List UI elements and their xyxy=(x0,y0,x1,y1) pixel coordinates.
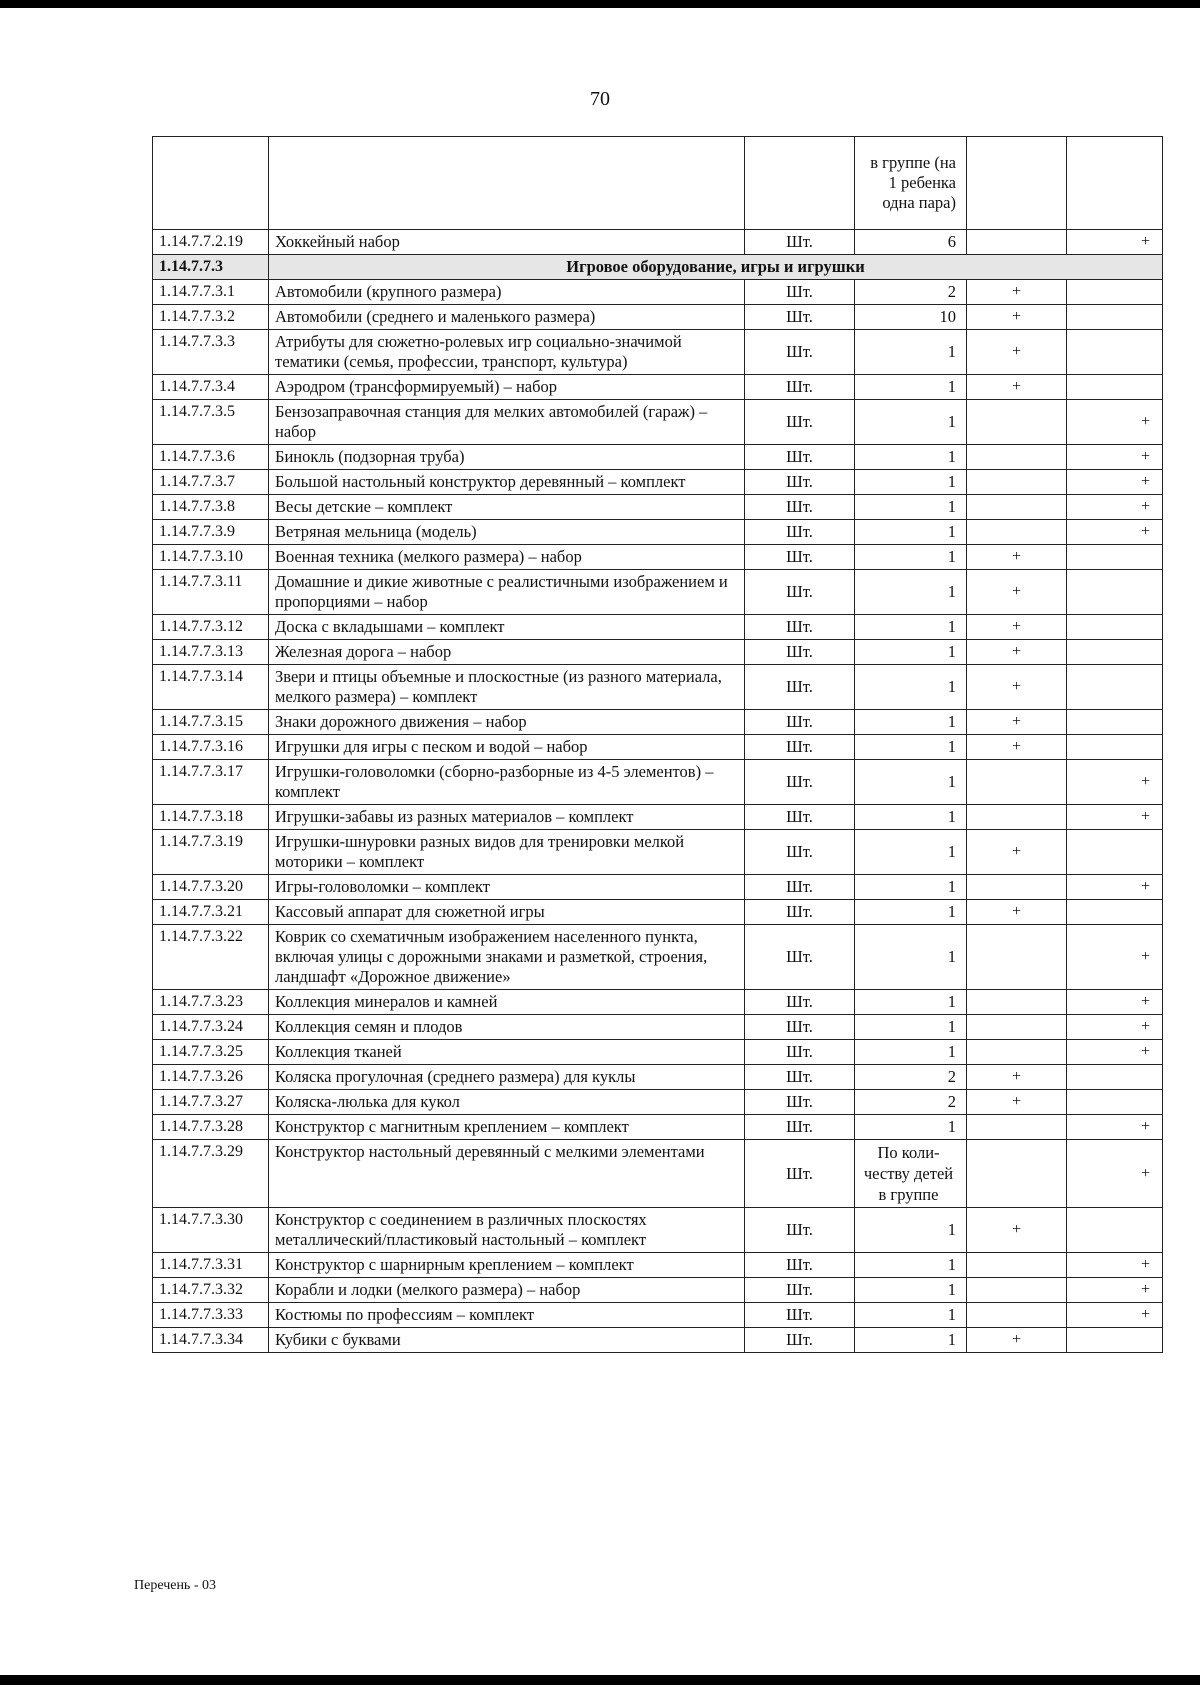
item-code: 1.14.7.7.3.18 xyxy=(153,805,269,830)
mark-col-2: + xyxy=(1067,520,1163,545)
mark-col-2 xyxy=(1067,615,1163,640)
item-name: Игрушки-забавы из разных материалов – комплект xyxy=(269,805,745,830)
mark-col-2 xyxy=(1067,830,1163,875)
item-name: Коврик со схематичным изображением населенного пункта, включая улицы с дорожными знаками и разметкой, строения, ландшафт «Дорожное движение» xyxy=(269,925,745,990)
item-unit: Шт. xyxy=(745,710,855,735)
item-unit: Шт. xyxy=(745,495,855,520)
mark-col-2: + xyxy=(1067,1278,1163,1303)
item-code: 1.14.7.7.3.23 xyxy=(153,990,269,1015)
mark-col-2 xyxy=(1067,570,1163,615)
mark-col-1 xyxy=(967,1303,1067,1328)
item-code: 1.14.7.7.3.2 xyxy=(153,305,269,330)
item-code: 1.14.7.7.3.31 xyxy=(153,1253,269,1278)
item-code: 1.14.7.7.3.30 xyxy=(153,1208,269,1253)
item-code: 1.14.7.7.3.4 xyxy=(153,375,269,400)
table-row xyxy=(153,760,1163,805)
item-code: 1.14.7.7.3.8 xyxy=(153,495,269,520)
item-unit: Шт. xyxy=(745,1090,855,1115)
item-name: Конструктор настольный деревянный с мелкими элементами xyxy=(269,1140,745,1208)
item-qty: 1 xyxy=(855,615,967,640)
item-unit: Шт. xyxy=(745,1015,855,1040)
item-code: 1.14.7.7.3.17 xyxy=(153,760,269,805)
item-code: 1.14.7.7.3.3 xyxy=(153,330,269,375)
mark-col-2 xyxy=(1067,1090,1163,1115)
scan-bottom-border xyxy=(0,1675,1200,1685)
item-qty: 1 xyxy=(855,545,967,570)
mark-col-2 xyxy=(1067,1065,1163,1090)
table-row xyxy=(153,570,1163,615)
mark-col-1: + xyxy=(967,900,1067,925)
section-code: 1.14.7.7.3 xyxy=(153,255,269,280)
item-unit: Шт. xyxy=(745,230,855,255)
footer-label: Перечень - 03 xyxy=(134,1578,216,1593)
table-row xyxy=(153,990,1163,1015)
item-code: 1.14.7.7.3.21 xyxy=(153,900,269,925)
mark-col-2: + xyxy=(1067,1253,1163,1278)
qty-note: в группе (на 1 ребенка одна пара) xyxy=(855,137,967,230)
item-qty: 1 xyxy=(855,470,967,495)
table-row xyxy=(153,520,1163,545)
mark-col-1: + xyxy=(967,570,1067,615)
item-code: 1.14.7.7.3.33 xyxy=(153,1303,269,1328)
item-qty: 1 xyxy=(855,735,967,760)
mark-col-1: + xyxy=(967,545,1067,570)
item-unit: Шт. xyxy=(745,830,855,875)
item-qty: По коли-честву детей в группе xyxy=(855,1140,967,1208)
item-name: Игрушки для игры с песком и водой – набор xyxy=(269,735,745,760)
mark-col-2: + xyxy=(1067,1040,1163,1065)
item-unit: Шт. xyxy=(745,1040,855,1065)
item-qty: 1 xyxy=(855,1015,967,1040)
item-name: Конструктор с шарнирным креплением – комплект xyxy=(269,1253,745,1278)
mark-col-2 xyxy=(1067,640,1163,665)
mark-col-1: + xyxy=(967,280,1067,305)
table-row xyxy=(153,925,1163,990)
mark-col-1 xyxy=(967,760,1067,805)
item-unit: Шт. xyxy=(745,1328,855,1353)
mark-col-2 xyxy=(1067,1328,1163,1353)
mark-col-1 xyxy=(967,445,1067,470)
mark-col-1: + xyxy=(967,1208,1067,1253)
item-unit: Шт. xyxy=(745,545,855,570)
item-code: 1.14.7.7.2.19 xyxy=(153,230,269,255)
item-unit: Шт. xyxy=(745,470,855,495)
item-name: Игрушки-головоломки (сборно-разборные из 4-5 элементов) – комплект xyxy=(269,760,745,805)
page-number: 70 xyxy=(590,88,610,110)
table-row xyxy=(153,875,1163,900)
mark-col-1 xyxy=(967,1115,1067,1140)
item-code: 1.14.7.7.3.12 xyxy=(153,615,269,640)
item-qty: 1 xyxy=(855,805,967,830)
item-code: 1.14.7.7.3.9 xyxy=(153,520,269,545)
item-unit: Шт. xyxy=(745,1253,855,1278)
item-unit: Шт. xyxy=(745,875,855,900)
item-name: Аэродром (трансформируемый) – набор xyxy=(269,375,745,400)
item-qty: 1 xyxy=(855,1040,967,1065)
item-code: 1.14.7.7.3.15 xyxy=(153,710,269,735)
item-name: Бензозаправочная станция для мелких автомобилей (гараж) – набор xyxy=(269,400,745,445)
mark-col-2: + xyxy=(1067,1015,1163,1040)
item-name: Автомобили (среднего и маленького размера) xyxy=(269,305,745,330)
item-code: 1.14.7.7.3.27 xyxy=(153,1090,269,1115)
mark-col-2 xyxy=(1067,710,1163,735)
mark-col-1: + xyxy=(967,375,1067,400)
mark-col-2 xyxy=(1067,280,1163,305)
item-name: Домашние и дикие животные с реалистичными изображением и пропорциями – набор xyxy=(269,570,745,615)
item-name: Большой настольный конструктор деревянный – комплект xyxy=(269,470,745,495)
item-qty: 1 xyxy=(855,1208,967,1253)
mark-col-2 xyxy=(1067,330,1163,375)
item-code: 1.14.7.7.3.14 xyxy=(153,665,269,710)
table-row xyxy=(153,735,1163,760)
table-row xyxy=(153,400,1163,445)
mark-col-2 xyxy=(1067,665,1163,710)
item-qty: 1 xyxy=(855,830,967,875)
mark-col-1 xyxy=(967,495,1067,520)
table-row xyxy=(153,545,1163,570)
mark-col-1: + xyxy=(967,665,1067,710)
mark-col-1 xyxy=(967,1253,1067,1278)
mark-col-2: + xyxy=(1067,400,1163,445)
item-qty: 1 xyxy=(855,1278,967,1303)
item-name: Коллекция тканей xyxy=(269,1040,745,1065)
item-qty: 1 xyxy=(855,1253,967,1278)
mark-col-1 xyxy=(967,1278,1067,1303)
item-unit: Шт. xyxy=(745,375,855,400)
table-row xyxy=(153,900,1163,925)
table-row xyxy=(153,330,1163,375)
item-code: 1.14.7.7.3.24 xyxy=(153,1015,269,1040)
item-name: Костюмы по профессиям – комплект xyxy=(269,1303,745,1328)
table-row xyxy=(153,375,1163,400)
item-qty: 1 xyxy=(855,640,967,665)
item-unit: Шт. xyxy=(745,615,855,640)
item-unit: Шт. xyxy=(745,1065,855,1090)
table-row xyxy=(153,615,1163,640)
table-row xyxy=(153,445,1163,470)
mark-col-1: + xyxy=(967,735,1067,760)
mark-col-1: + xyxy=(967,1065,1067,1090)
item-qty: 1 xyxy=(855,665,967,710)
item-unit: Шт. xyxy=(745,735,855,760)
mark-col-2 xyxy=(1067,305,1163,330)
item-unit: Шт. xyxy=(745,280,855,305)
item-code: 1.14.7.7.3.26 xyxy=(153,1065,269,1090)
item-unit: Шт. xyxy=(745,1303,855,1328)
item-name: Конструктор с магнитным креплением – комплект xyxy=(269,1115,745,1140)
item-code: 1.14.7.7.3.11 xyxy=(153,570,269,615)
table-row xyxy=(153,1065,1163,1090)
item-name: Знаки дорожного движения – набор xyxy=(269,710,745,735)
item-code: 1.14.7.7.3.29 xyxy=(153,1140,269,1208)
mark-col-1: + xyxy=(967,305,1067,330)
item-qty: 6 xyxy=(855,230,967,255)
item-qty: 1 xyxy=(855,900,967,925)
item-qty: 1 xyxy=(855,760,967,805)
table-row xyxy=(153,640,1163,665)
mark-col-2 xyxy=(1067,1208,1163,1253)
table-body xyxy=(153,137,1163,1353)
item-unit: Шт. xyxy=(745,665,855,710)
mark-col-1 xyxy=(967,1015,1067,1040)
equipment-table xyxy=(152,136,1163,1353)
mark-col-1 xyxy=(967,875,1067,900)
mark-col-1 xyxy=(967,520,1067,545)
mark-col-2: + xyxy=(1067,1303,1163,1328)
item-qty: 1 xyxy=(855,1115,967,1140)
item-qty: 1 xyxy=(855,990,967,1015)
item-qty: 1 xyxy=(855,330,967,375)
item-qty: 1 xyxy=(855,925,967,990)
item-name: Звери и птицы объемные и плоскостные (из разного материала, мелкого размера) – комплект xyxy=(269,665,745,710)
table-row xyxy=(153,230,1163,255)
mark-col-1 xyxy=(967,990,1067,1015)
item-unit: Шт. xyxy=(745,400,855,445)
table-row xyxy=(153,1040,1163,1065)
item-name: Кассовый аппарат для сюжетной игры xyxy=(269,900,745,925)
section-title: Игровое оборудование, игры и игрушки xyxy=(269,255,1163,280)
mark-col-2: + xyxy=(1067,230,1163,255)
item-unit: Шт. xyxy=(745,925,855,990)
table-row xyxy=(153,1328,1163,1353)
item-name: Коллекция минералов и камней xyxy=(269,990,745,1015)
mark-col-2: + xyxy=(1067,470,1163,495)
item-unit: Шт. xyxy=(745,1208,855,1253)
item-qty: 1 xyxy=(855,570,967,615)
table-row xyxy=(153,1303,1163,1328)
item-name: Железная дорога – набор xyxy=(269,640,745,665)
item-code: 1.14.7.7.3.1 xyxy=(153,280,269,305)
table-row xyxy=(153,805,1163,830)
table-row xyxy=(153,1115,1163,1140)
item-unit: Шт. xyxy=(745,570,855,615)
item-code: 1.14.7.7.3.32 xyxy=(153,1278,269,1303)
item-qty: 2 xyxy=(855,1090,967,1115)
item-name: Автомобили (крупного размера) xyxy=(269,280,745,305)
item-unit: Шт. xyxy=(745,1140,855,1208)
item-name: Хоккейный набор xyxy=(269,230,745,255)
mark-col-1: + xyxy=(967,710,1067,735)
item-qty: 1 xyxy=(855,400,967,445)
table-row xyxy=(153,710,1163,735)
item-name: Конструктор с соединением в различных плоскостях металлический/пластиковый настольный – комплект xyxy=(269,1208,745,1253)
mark-col-1 xyxy=(967,1140,1067,1208)
item-code: 1.14.7.7.3.34 xyxy=(153,1328,269,1353)
item-unit: Шт. xyxy=(745,1115,855,1140)
item-qty: 1 xyxy=(855,445,967,470)
mark-col-2: + xyxy=(1067,445,1163,470)
item-code: 1.14.7.7.3.5 xyxy=(153,400,269,445)
table-row xyxy=(153,1140,1163,1208)
item-name: Доска с вкладышами – комплект xyxy=(269,615,745,640)
mark-col-1: + xyxy=(967,1328,1067,1353)
item-unit: Шт. xyxy=(745,445,855,470)
item-unit: Шт. xyxy=(745,1278,855,1303)
item-code: 1.14.7.7.3.16 xyxy=(153,735,269,760)
mark-col-1 xyxy=(967,470,1067,495)
item-unit: Шт. xyxy=(745,760,855,805)
mark-col-2: + xyxy=(1067,925,1163,990)
item-code: 1.14.7.7.3.22 xyxy=(153,925,269,990)
table-row xyxy=(153,830,1163,875)
item-unit: Шт. xyxy=(745,305,855,330)
item-name: Игрушки-шнуровки разных видов для тренировки мелкой моторики – комплект xyxy=(269,830,745,875)
item-unit: Шт. xyxy=(745,330,855,375)
item-qty: 2 xyxy=(855,1065,967,1090)
item-qty: 1 xyxy=(855,1303,967,1328)
mark-col-2 xyxy=(1067,545,1163,570)
item-name: Коляска прогулочная (среднего размера) для куклы xyxy=(269,1065,745,1090)
mark-col-1 xyxy=(967,1040,1067,1065)
table-row xyxy=(153,1253,1163,1278)
table-row xyxy=(153,305,1163,330)
item-qty: 10 xyxy=(855,305,967,330)
item-code: 1.14.7.7.3.6 xyxy=(153,445,269,470)
table-row xyxy=(153,1015,1163,1040)
mark-col-2 xyxy=(1067,375,1163,400)
table-row xyxy=(153,1208,1163,1253)
item-code: 1.14.7.7.3.10 xyxy=(153,545,269,570)
table-row xyxy=(153,1278,1163,1303)
mark-col-2: + xyxy=(1067,1115,1163,1140)
item-name: Игры-головоломки – комплект xyxy=(269,875,745,900)
item-qty: 1 xyxy=(855,875,967,900)
item-name: Корабли и лодки (мелкого размера) – набор xyxy=(269,1278,745,1303)
mark-col-2: + xyxy=(1067,875,1163,900)
mark-col-1: + xyxy=(967,330,1067,375)
table-row xyxy=(153,665,1163,710)
item-name: Атрибуты для сюжетно-ролевых игр социально-значимой тематики (семья, профессии, транспорт, культура) xyxy=(269,330,745,375)
item-qty: 1 xyxy=(855,520,967,545)
scan-top-border xyxy=(0,0,1200,8)
mark-col-1: + xyxy=(967,640,1067,665)
table-row xyxy=(153,470,1163,495)
mark-col-1: + xyxy=(967,830,1067,875)
header-continuation-row xyxy=(153,137,1163,230)
item-code: 1.14.7.7.3.19 xyxy=(153,830,269,875)
item-name: Ветряная мельница (модель) xyxy=(269,520,745,545)
item-name: Кубики с буквами xyxy=(269,1328,745,1353)
section-row xyxy=(153,255,1163,280)
item-qty: 1 xyxy=(855,495,967,520)
table-row xyxy=(153,280,1163,305)
table-row xyxy=(153,495,1163,520)
item-code: 1.14.7.7.3.7 xyxy=(153,470,269,495)
item-code: 1.14.7.7.3.13 xyxy=(153,640,269,665)
mark-col-1 xyxy=(967,925,1067,990)
item-unit: Шт. xyxy=(745,640,855,665)
mark-col-1: + xyxy=(967,615,1067,640)
mark-col-2 xyxy=(1067,900,1163,925)
item-code: 1.14.7.7.3.25 xyxy=(153,1040,269,1065)
item-name: Коллекция семян и плодов xyxy=(269,1015,745,1040)
item-qty: 1 xyxy=(855,375,967,400)
item-name: Весы детские – комплект xyxy=(269,495,745,520)
mark-col-1: + xyxy=(967,1090,1067,1115)
mark-col-2 xyxy=(1067,735,1163,760)
mark-col-2: + xyxy=(1067,495,1163,520)
item-unit: Шт. xyxy=(745,990,855,1015)
mark-col-1 xyxy=(967,400,1067,445)
item-name: Коляска-люлька для кукол xyxy=(269,1090,745,1115)
item-unit: Шт. xyxy=(745,900,855,925)
item-unit: Шт. xyxy=(745,805,855,830)
item-qty: 2 xyxy=(855,280,967,305)
mark-col-2: + xyxy=(1067,760,1163,805)
item-qty: 1 xyxy=(855,1328,967,1353)
mark-col-2: + xyxy=(1067,805,1163,830)
item-code: 1.14.7.7.3.20 xyxy=(153,875,269,900)
item-name: Военная техника (мелкого размера) – набор xyxy=(269,545,745,570)
mark-col-2: + xyxy=(1067,990,1163,1015)
table-row xyxy=(153,1090,1163,1115)
item-unit: Шт. xyxy=(745,520,855,545)
mark-col-2: + xyxy=(1067,1140,1163,1208)
mark-col-1 xyxy=(967,805,1067,830)
item-qty: 1 xyxy=(855,710,967,735)
item-name: Бинокль (подзорная труба) xyxy=(269,445,745,470)
item-code: 1.14.7.7.3.28 xyxy=(153,1115,269,1140)
mark-col-1 xyxy=(967,230,1067,255)
